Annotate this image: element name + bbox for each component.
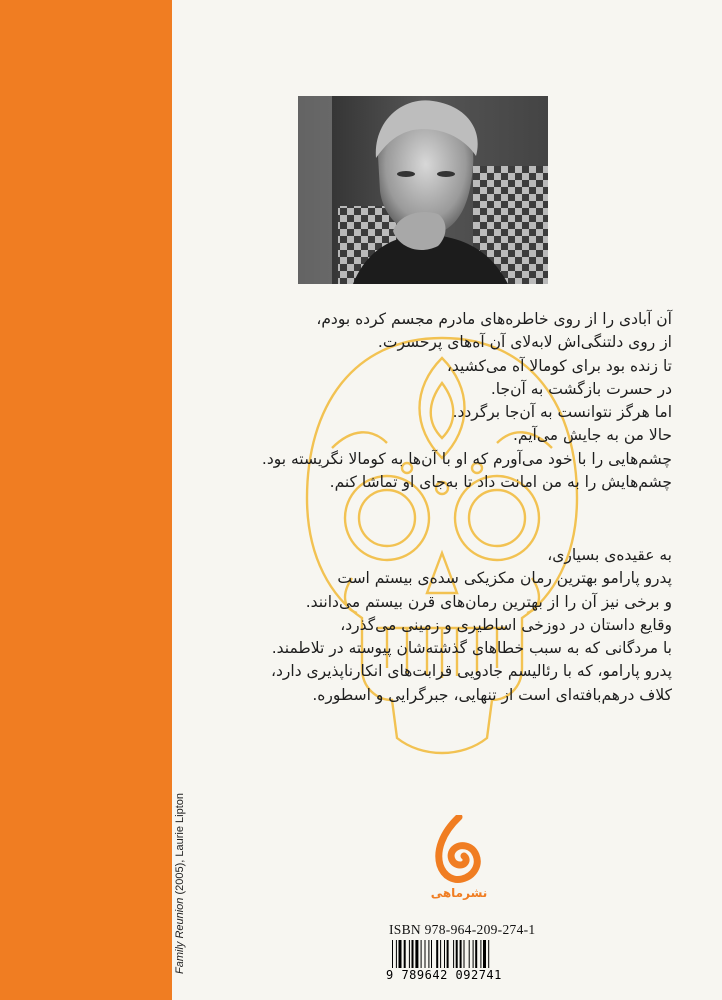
artwork-credit [174,714,186,974]
poem-stanza [262,308,672,494]
barcode-bar [428,940,429,970]
artwork-title: Family Reunion [174,897,186,974]
poem-line: در حسرت بازگشت به آن‌جا. [490,379,672,398]
description-line: پدرو پارامو، که با رئالیسم جادویی قرابت‌های انکارناپذیری دارد، [271,662,672,681]
barcode-bar [431,940,432,970]
barcode-bar [464,940,465,970]
barcode-bar [415,940,418,970]
description-line: با مردگانی که به سبب خطاهای گذشته‌شان پیوسته در تلاطمند. [271,639,672,658]
barcode-bar [421,940,422,970]
poem-line: تا زنده بود برای کومالا آه می‌کشید، [446,356,672,375]
barcode-bar [412,940,414,970]
svg-text:نشرماهی: نشرماهی [430,886,488,900]
barcode-bar [399,940,402,970]
barcode-bar [404,940,406,970]
artwork-credit-rest: (2005), Laurie Lipton [174,793,186,898]
barcode-bar [475,940,477,970]
orange-spine [0,0,172,1000]
description-line: پدرو پارامو بهترین رمان مکزیکی سده‌ی بیستم است [337,569,672,588]
isbn-label: ISBN 978-964-209-274-1 [389,922,536,937]
poem-line: حالا من به جایش می‌آیم. [512,426,672,445]
poem-line: چشم‌هایش را به من امانت داد تا به‌جای او تماشا کنم. [329,473,672,492]
barcode-bar [436,940,438,970]
barcode-bar [425,940,426,970]
barcode-bar [447,940,449,970]
barcode-bar [460,940,462,970]
description-line: و برخی نیز آن را از بهترین رمان‌های قرن بیستم می‌دانند. [305,592,672,611]
description-line: به عقیده‌ی بسیاری، [547,546,672,564]
description-paragraph [271,544,672,707]
barcode-bar [473,940,474,970]
description-line: کلاف درهم‌بافته‌ای است از تنهایی، جبرگرایی و اسطوره. [312,685,672,704]
poem-line: چشم‌هایی را با خود می‌آورم که او با آن‌ها به کومالا نگریسته بود. [261,449,672,468]
barcode-bar [469,940,470,970]
barcode-bar [480,940,481,970]
barcode-bar [444,940,445,970]
description-line: وقایع داستان در دوزخی اساطیری و زمینی می‌گذرد، [340,615,672,634]
poem-line: اما هرگز نتوانست به آن‌جا برگردد. [452,403,672,422]
barcode-digits: 9 789642 092741 [384,968,536,982]
publisher-logo [430,815,488,901]
poem-line: آن آبادی را از روی خاطره‌های مادرم مجسم کرده بودم، [316,310,672,328]
barcode-bar [453,940,454,970]
barcode-bar [409,940,410,970]
barcode-bar [456,940,458,970]
poem-line: از روی دلتنگی‌اش لابه‌لای آن آه‌های پرحسرت. [377,333,672,352]
author-photo [298,96,548,284]
barcode-bar [440,940,441,970]
barcode-bar [483,940,486,970]
